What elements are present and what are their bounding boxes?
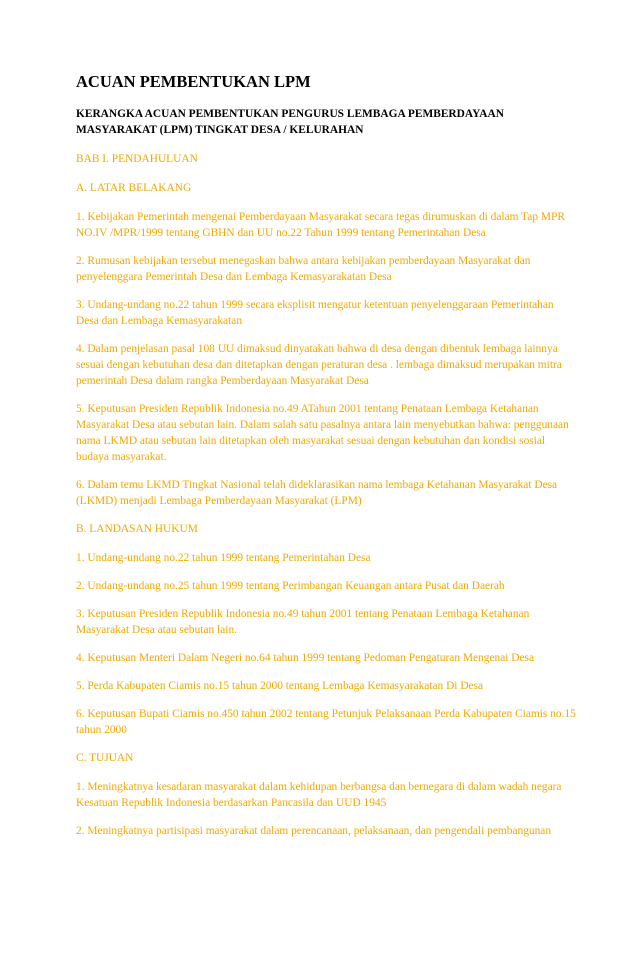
paragraph-item: 2. Rumusan kebijakan tersebut menegaskan bahwa antara kebijakan pemberdayaan Masyarakat dan penyelenggara Pemerintah Desa dan Lembaga Kemasyarakatan Desa [76, 255, 531, 283]
paragraph-item: 2. Meningkatnya partisipasi masyarakat dalam perencanaan, pelaksanaan, dan pengendali pembangunan [76, 825, 552, 837]
paragraph-item: 5. Keputusan Presiden Republik Indonesia no.49 ATahun 2001 tentang Penataan Lembaga Ketahanan Masyarakat Desa atau sebutan lain. Dalam salah satu pasalnya antara lain menyebutkan bahwa: penggunaan nama LKMD atau sebutan lain ditetapkan oleh masyarakat sesuai dengan kebutuhan dan kondisi sosial budaya masyarakat. [76, 403, 569, 463]
paragraph-item: 1. Kebijakan Pemerintah mengenai Pemberdayaan Masyarakat secara tegas dirumuskan di dalam Tap MPR NO.IV /MPR/1999 tentang GBHN dan UU no.22 Tahun 1999 tentang Pemerintahan Desa [76, 211, 565, 239]
paragraph-item: 4. Dalam penjelasan pasal 108 UU dimaksud dinyatakan bahwa di desa dengan dibentuk lembaga lainnya sesuai dengan kebutuhan desa dan ditetapkan dengan peraturan desa . lembaga dimaksud merupakan mitra pemerintah Desa dalam rangka Pemberdayaan Masyarakat Desa [76, 343, 562, 387]
section-heading-tujuan: C. TUJUAN [76, 752, 134, 764]
section-heading-landasan-hukum: B. LANDASAN HUKUM [76, 523, 198, 535]
paragraph-item: 4. Keputusan Menteri Dalam Negeri no.64 tahun 1999 tentang Pedoman Pengaturan Mengenai Desa [76, 652, 535, 664]
chapter-heading: BAB I. PENDAHULUAN [76, 153, 198, 165]
paragraph-item: 3. Undang-undang no.22 tahun 1999 secara eksplisit mengatur ketentuan penyelenggaraan Pemerintahan Desa dan Lembaga Kemasyarakatan [76, 299, 554, 327]
paragraph-item: 3. Keputusan Presiden Republik Indonesia no.49 tahun 2001 tentang Penataan Lembaga Ketahanan Masyarakat Desa atau sebutan lain. [76, 608, 530, 636]
paragraph-item: 6. Dalam temu LKMD Tingkat Nasional telah dideklarasikan nama lembaga Ketahanan Masyarakat Desa (LKMD) menjadi Lembaga Pemberdayaan Masyarakat (LPM) [76, 479, 558, 507]
paragraph-item: 1. Undang-undang no.22 tahun 1999 tentang Pemerintahan Desa [76, 552, 371, 564]
document-title: ACUAN PEMBENTUKAN LPM [76, 72, 311, 91]
paragraph-item: 2. Undang-undang no.25 tahun 1999 tentang Perimbangan Keuangan antara Pusat dan Daerah [76, 580, 505, 592]
paragraph-item: 6. Keputusan Bupati Ciamis no.450 tahun 2002 tentang Petunjuk Pelaksanaan Perda Kabupaten Ciamis no.15 tahun 2000 [76, 708, 576, 736]
document-subtitle: KERANGKA ACUAN PEMBENTUKAN PENGURUS LEMBAGA PEMBERDAYAAN MASYARAKAT (LPM) TINGKAT DESA / KELURAHAN [76, 108, 504, 136]
paragraph-item: 5. Perda Kabupaten Ciamis no.15 tahun 2000 tentang Lembaga Kemasyarakatan Di Desa [76, 680, 484, 692]
document-page [76, 72, 576, 851]
section-heading-latar-belakang: A. LATAR BELAKANG [76, 182, 192, 194]
paragraph-item: 1. Meningkatnya kesadaran masyarakat dalam kehidupan berbangsa dan bernegara di dalam wadah negara Kesatuan Republik Indonesia berdasarkan Pancasila dan UUD 1945 [76, 781, 562, 809]
